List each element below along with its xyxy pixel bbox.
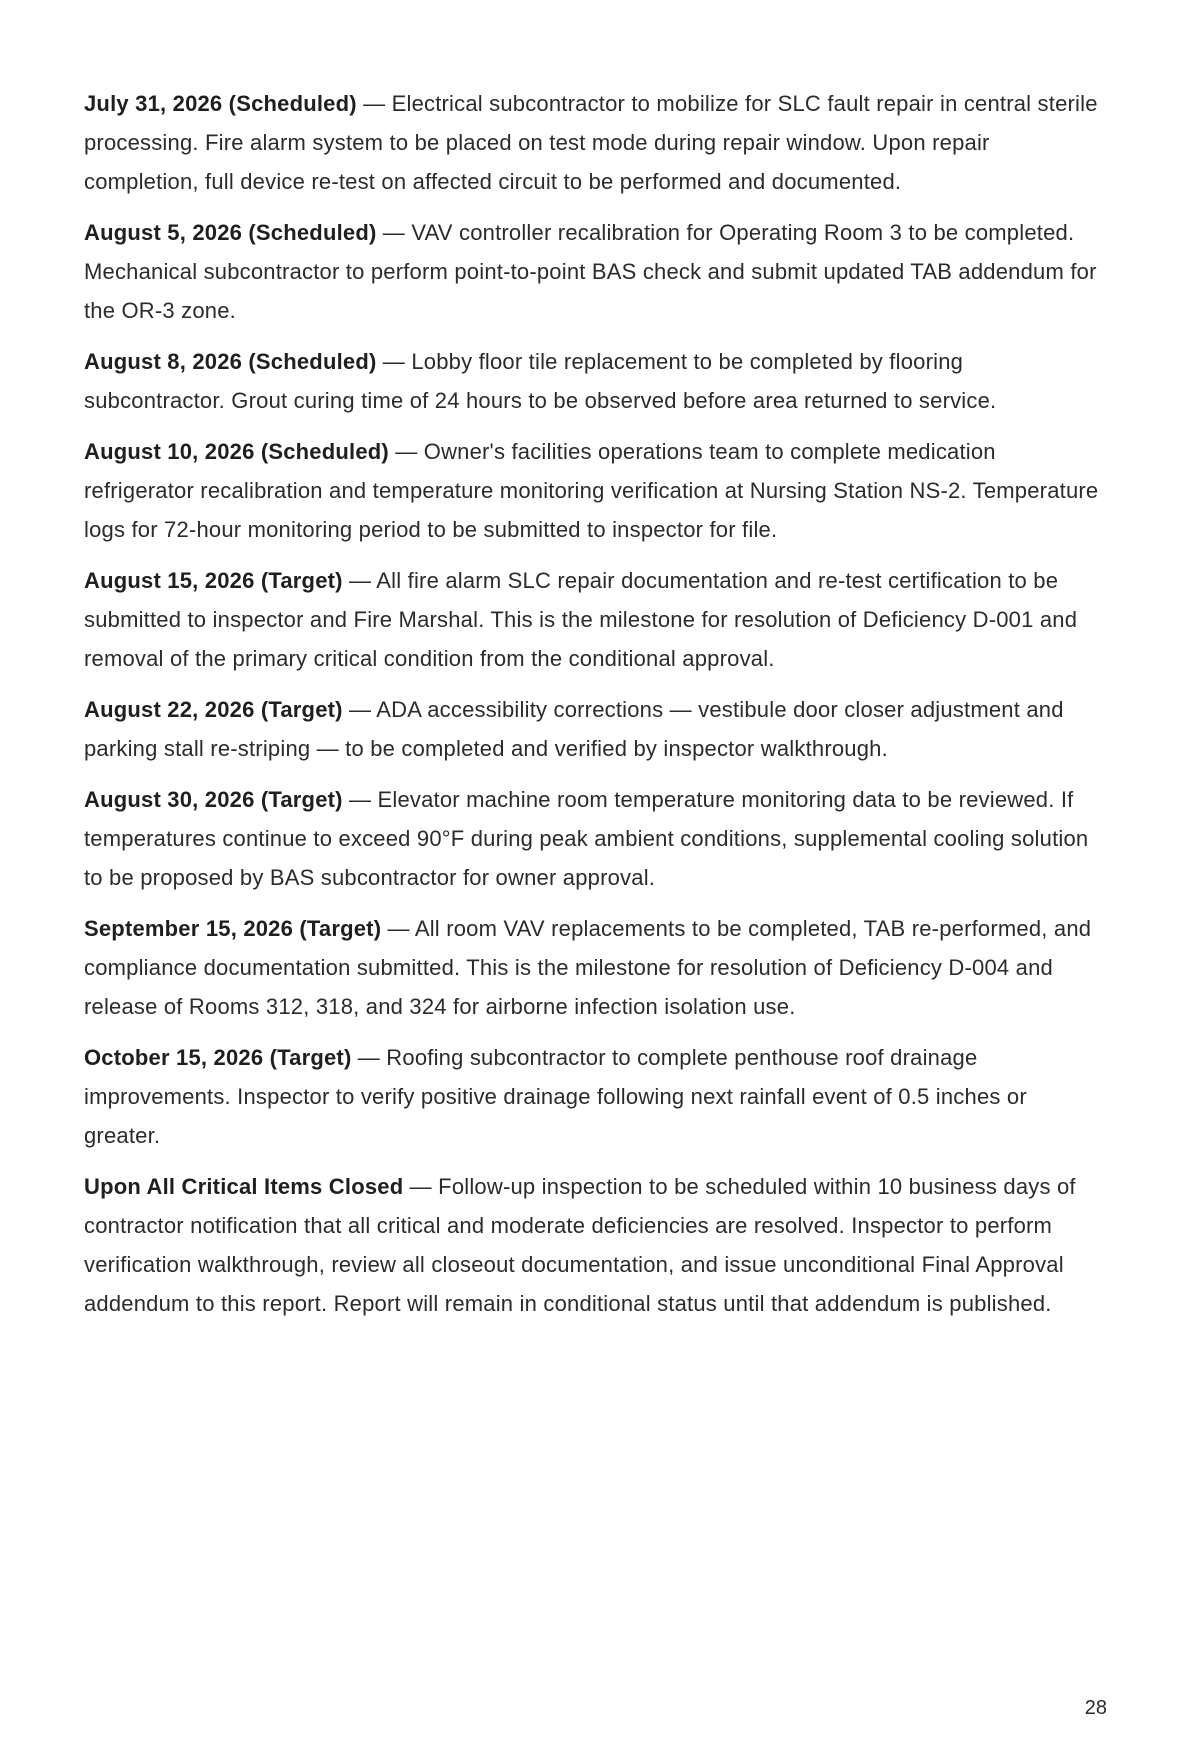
schedule-entry: [84, 780, 1104, 897]
entry-date: October 15, 2026 (Target): [84, 1045, 352, 1070]
entry-text: — Electrical subcontractor to mobilize for SLC fault repair in central sterile processing. Fire alarm system to be placed on test mode during repair window. Upon repair completion, full device re-test on affected circuit to be performed and documented.: [84, 91, 1098, 194]
entry-text: — Lobby floor tile replacement to be completed by flooring subcontractor. Grout curing time of 24 hours to be observed before area returned to service.: [84, 349, 997, 413]
entry-date: August 8, 2026 (Scheduled): [84, 349, 377, 374]
schedule-entry: [84, 84, 1104, 201]
entry-date: September 15, 2026 (Target): [84, 916, 382, 941]
entry-date: August 10, 2026 (Scheduled): [84, 439, 389, 464]
schedule-entry: [84, 690, 1104, 768]
schedule-entry: [84, 561, 1104, 678]
schedule-entry: [84, 1038, 1104, 1155]
schedule-entry: [84, 1167, 1104, 1323]
entry-date: August 30, 2026 (Target): [84, 787, 343, 812]
entry-text: — All room VAV replacements to be completed, TAB re-performed, and compliance documentation submitted. This is the milestone for resolution of Deficiency D-004 and release of Rooms 312, 318, and 324 for airborne infection isolation use.: [84, 916, 1092, 1019]
schedule-entry: [84, 909, 1104, 1026]
entry-text: — Owner's facilities operations team to complete medication refrigerator recalibration and temperature monitoring verification at Nursing Station NS-2. Temperature logs for 72-hour monitoring period to be submitted to inspector for file.: [84, 439, 1099, 542]
entry-date: July 31, 2026 (Scheduled): [84, 91, 357, 116]
entry-text: — Roofing subcontractor to complete penthouse roof drainage improvements. Inspector to verify positive drainage following next rainfall event of 0.5 inches or greater.: [84, 1045, 1027, 1148]
page-number: 28: [1084, 1697, 1107, 1719]
entry-text: — All fire alarm SLC repair documentation and re-test certification to be submitted to inspector and Fire Marshal. This is the milestone for resolution of Deficiency D-001 and removal of the primary critical condition from the conditional approval.: [84, 568, 1078, 671]
entry-date: Upon All Critical Items Closed: [84, 1174, 404, 1199]
entry-date: August 22, 2026 (Target): [84, 697, 343, 722]
entry-text: — VAV controller recalibration for Operating Room 3 to be completed. Mechanical subcontractor to perform point-to-point BAS check and submit updated TAB addendum for the OR-3 zone.: [84, 220, 1097, 323]
entry-date: August 15, 2026 (Target): [84, 568, 343, 593]
entry-text: — Elevator machine room temperature monitoring data to be reviewed. If temperatures continue to exceed 90°F during peak ambient conditions, supplemental cooling solution to be proposed by BAS subcontractor for owner approval.: [84, 787, 1089, 890]
document-page: [84, 84, 1104, 1335]
entry-date: August 5, 2026 (Scheduled): [84, 220, 377, 245]
entry-text: — Follow-up inspection to be scheduled within 10 business days of contractor notification that all critical and moderate deficiencies are resolved. Inspector to perform verification walkthrough, review all closeout documentation, and issue unconditional Final Approval addendum to this report. Report will remain in conditional status until that addendum is published.: [84, 1174, 1076, 1316]
schedule-entry: [84, 342, 1104, 420]
schedule-entry: [84, 213, 1104, 330]
entry-text: — ADA accessibility corrections — vestibule door closer adjustment and parking stall re-striping — to be completed and verified by inspector walkthrough.: [84, 697, 1064, 761]
schedule-entry: [84, 432, 1104, 549]
